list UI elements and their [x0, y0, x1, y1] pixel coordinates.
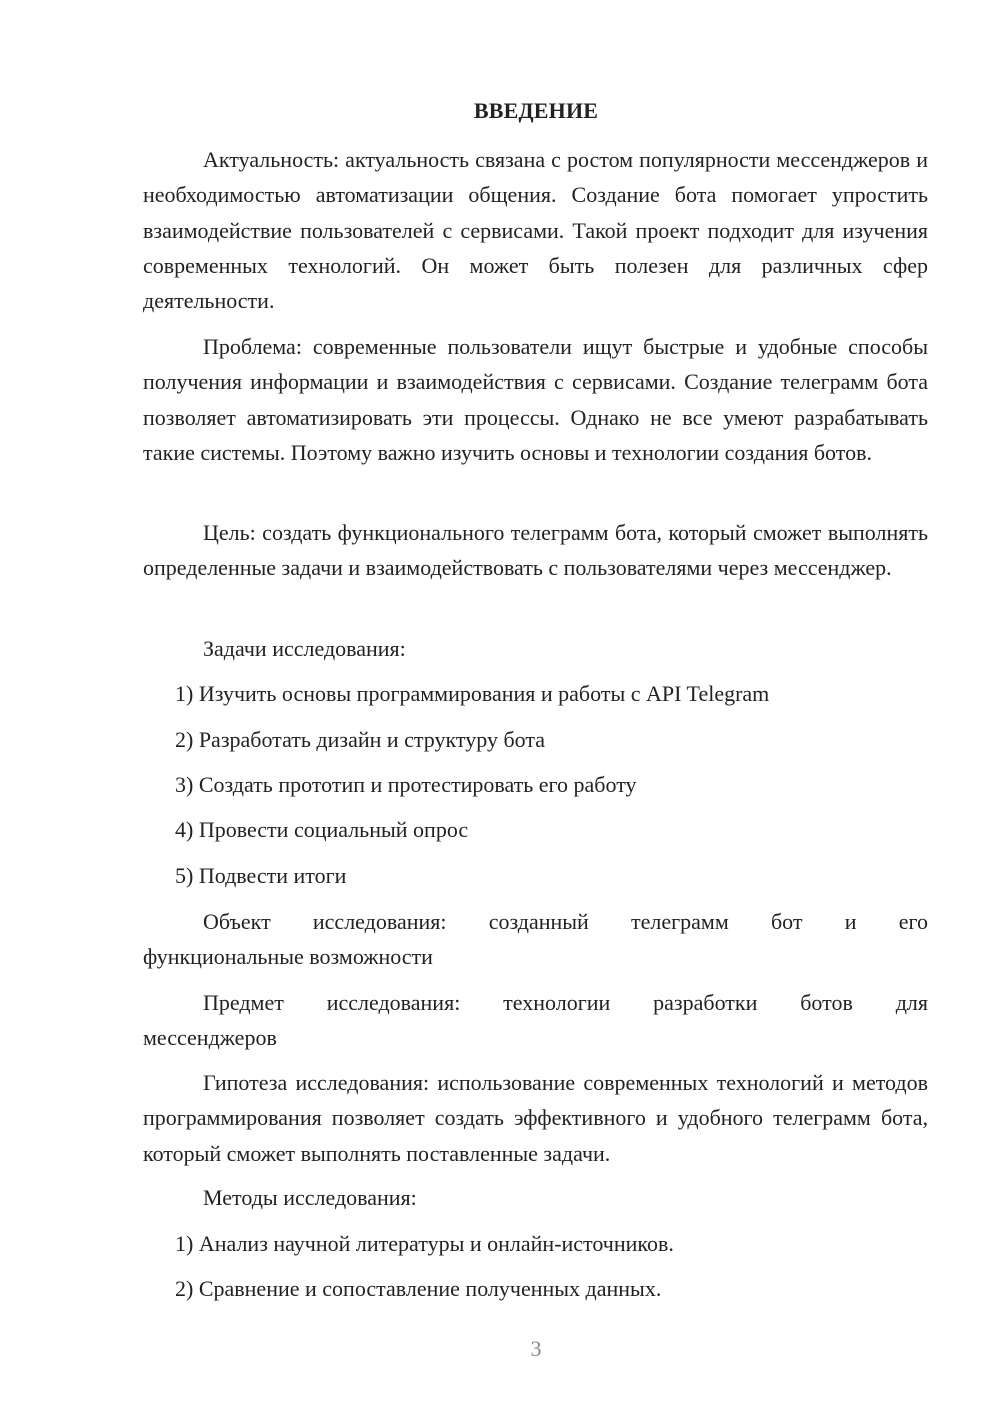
hypothesis-paragraph: Гипотеза исследования: использование современных технологий и методов программирования позволяет создать эффективного и удобного телеграмм бота, который сможет выполнять поставленные задачи. [143, 1070, 928, 1166]
task-item: 4) Провести социальный опрос [175, 817, 469, 842]
object-paragraph [143, 904, 928, 974]
subject-line-1 [143, 985, 928, 1020]
object-line-1 [143, 904, 928, 939]
word: его [898, 909, 928, 934]
word: и [844, 909, 857, 934]
word: Объект [203, 909, 271, 934]
section-title: ВВЕДЕНИЕ [473, 98, 599, 123]
task-item: 5) Подвести итоги [175, 863, 347, 888]
goal-paragraph: Цель: создать функционального телеграмм бота, который сможет выполнять определенные задачи и взаимодействовать с пользователями через мессенджер. [143, 520, 928, 581]
method-item: 1) Анализ научной литературы и онлайн-источников. [175, 1231, 674, 1256]
task-item: 1) Изучить основы программирования и работы с API Telegram [175, 681, 770, 706]
word: созданный [488, 909, 589, 934]
task-item: 3) Создать прототип и протестировать его работу [175, 772, 637, 797]
method-item: 2) Сравнение и сопоставление полученных данных. [175, 1276, 662, 1301]
word: ботов [800, 990, 853, 1015]
subject-line-2: мессенджеров [143, 1025, 277, 1050]
page-number: 3 [530, 1336, 542, 1361]
problem-paragraph: Проблема: современные пользователи ищут быстрые и удобные способы получения информации и взаимодействия с сервисами. Создание телеграмм бота позволяет автоматизировать эти процессы. Однако не все умеют разрабатывать такие системы. Поэтому важно изучить основы и технологии создания ботов. [143, 334, 928, 465]
object-line-2: функциональные возможности [143, 944, 433, 969]
word: технологии [503, 990, 611, 1015]
methods-heading: Методы исследования: [203, 1185, 417, 1210]
word: бот [770, 909, 803, 934]
word: телеграмм [631, 909, 729, 934]
word: для [895, 990, 928, 1015]
word: исследования: [326, 990, 461, 1015]
word: исследования: [312, 909, 447, 934]
relevance-paragraph: Актуальность: актуальность связана с ростом популярности мессенджеров и необходимостью автоматизации общения. Создание бота помогает упростить взаимодействие пользователей с сервисами. Такой проект подходит для изучения современных технологий. Он может быть полезен для различных сфер деятельности. [143, 147, 928, 314]
task-item: 2) Разработать дизайн и структуру бота [175, 727, 545, 752]
tasks-heading: Задачи исследования: [203, 636, 406, 661]
subject-paragraph [143, 985, 928, 1055]
word: Предмет [203, 990, 284, 1015]
word: разработки [653, 990, 758, 1015]
